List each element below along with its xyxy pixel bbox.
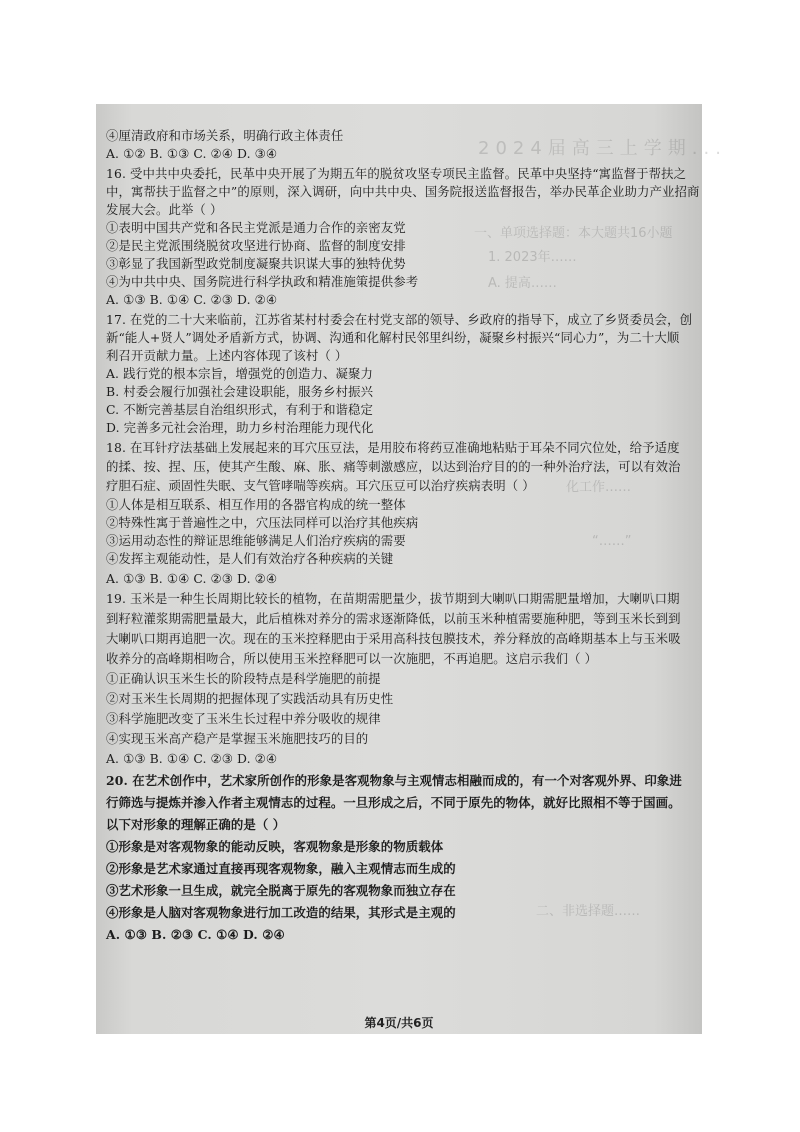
option-line: A. 践行党的根本宗旨，增强党的创造力、凝聚力 — [106, 366, 373, 381]
question-19-stem: 到籽粒灌浆期需肥量最大，此后植株对养分的需求逐渐降低，以前玉米种植需要施种肥，等到玉米长到到 — [106, 611, 681, 626]
option-line: C. 不断完善基层自治组织形式，有利于和谐稳定 — [106, 402, 374, 417]
option-line: ④形象是人脑对客观物象进行加工改造的结果，其形式是主观的 — [106, 905, 456, 920]
bleed-text: 二、非选择题…… — [536, 904, 641, 919]
question-19-stem: 收养分的高峰期相吻合，所以使用玉米控释肥可以一次施肥，不再追肥。这启示我们（ ） — [106, 651, 598, 666]
scanned-page-photo — [96, 104, 727, 1034]
question-18-stem: 的揉、按、捏、压，使其产生酸、麻、胀、痛等刺激感应，以达到治疗目的的一种外治疗法，可以有效治 — [106, 459, 681, 474]
option-line: ④为中共中央、国务院进行科学执政和精准施策提供参考 — [106, 274, 419, 289]
question-16-stem: 发展大会。此举（ ） — [106, 202, 223, 217]
question-20-stem: 以下对形象的理解正确的是（ ） — [106, 817, 286, 832]
question-16-stem: 16. 受中共中央委托，民革中央开展了为期五年的脱贫攻坚专项民主监督。民革中央坚持“寓监督于帮扶之 — [106, 166, 687, 181]
question-19-stem: 19. 玉米是一种生长周期比较长的植物，在苗期需肥量少，拔节期到大喇叭口期需肥量增加，大喇叭口期 — [106, 591, 680, 606]
answer-choices: A. ①③ B. ①④ C. ②③ D. ②④ — [106, 571, 278, 586]
question-17-stem: 利召开贡献力量。上述内容体现了该村（ ） — [106, 348, 348, 363]
option-line: ①形象是对客观物象的能动反映，客观物象是形象的物质载体 — [106, 839, 444, 854]
option-line: ①表明中国共产党和各民主党派是通力合作的亲密友党 — [106, 220, 406, 235]
option-line: ②形象是艺术家通过直接再现客观物象，融入主观情志而生成的 — [106, 861, 456, 876]
option-line: ②是民主党派围绕脱贫攻坚进行协商、监督的制度安排 — [106, 238, 406, 253]
option-line: ③艺术形象一旦生成，就完全脱离于原先的客观物象而独立存在 — [106, 883, 456, 898]
question-18-stem: 疗胆石症、顽固性失眠、支气管哮喘等疾病。耳穴压豆可以治疗疾病表明（ ） — [106, 478, 535, 493]
question-20-stem: 行筛选与提炼并渗入作者主观情志的过程。一旦形成之后，不同于原先的物体，就好比照相不等于国画。 — [106, 795, 681, 810]
option-line: ③彰显了我国新型政党制度凝聚共识谋大事的独特优势 — [106, 256, 406, 271]
option-line: ④实现玉米高产稳产是掌握玉米施肥技巧的目的 — [106, 731, 369, 746]
bleed-text: 1. 2023年…… — [488, 250, 577, 265]
option-line: ④发挥主观能动性，是人们有效治疗各种疾病的关键 — [106, 551, 394, 566]
bleed-text: “……” — [592, 534, 632, 549]
question-20-stem: 20. 在艺术创作中，艺术家所创作的形象是客观物象与主观情志相融而成的，有一个对客观外界、印象进 — [106, 773, 682, 788]
option-line: ②对玉米生长周期的把握体现了实践活动具有历史性 — [106, 691, 394, 706]
page-number-footer: 第4页/共6页 — [364, 1016, 434, 1030]
option-line: B. 村委会履行加强社会建设职能，服务乡村振兴 — [106, 384, 374, 399]
option-line: ②特殊性寓于普遍性之中，穴压法同样可以治疗其他疾病 — [106, 515, 419, 530]
answer-choices: A. ①② B. ①③ C. ②④ D. ③④ — [106, 146, 278, 161]
option-line: ③运用动态性的辩证思维能够满足人们治疗疾病的需要 — [106, 533, 406, 548]
option-line: ④厘清政府和市场关系，明确行政主体责任 — [106, 128, 344, 143]
option-line: ①正确认识玉米生长的阶段特点是科学施肥的前提 — [106, 671, 381, 686]
question-17-stem: 17. 在党的二十大来临前，江苏省某村村委会在村党支部的领导、乡政府的指导下，成立了乡贤委员会，创 — [106, 312, 693, 327]
page-content — [96, 104, 702, 1034]
question-19-stem: 大喇叭口期再追肥一次。现在的玉米控释肥由于采用高科技包膜技术，养分释放的高峰期基本上与玉米吸 — [106, 631, 681, 646]
option-line: D. 完善多元社会治理，助力乡村治理能力现代化 — [106, 420, 374, 435]
bleed-text: 化工作…… — [566, 480, 632, 495]
option-line: ①人体是相互联系、相互作用的各器官构成的统一整体 — [106, 497, 406, 512]
bleed-text: 一、单项选择题：本大题共16小题 — [474, 226, 673, 241]
option-line: ③科学施肥改变了玉米生长过程中养分吸收的规律 — [106, 711, 381, 726]
background-header-bleed: 2024届高三上学期... — [478, 138, 727, 159]
answer-choices: A. ①③ B. ①④ C. ②③ D. ②④ — [106, 751, 278, 766]
answer-choices: A. ①③ B. ②③ C. ①④ D. ②④ — [106, 927, 285, 942]
question-17-stem: 新“能人+贤人”调处矛盾新方式，协调、沟通和化解村民邻里纠纷，凝聚乡村振兴“同心力”，为二十大顺 — [106, 330, 680, 345]
answer-choices: A. ①③ B. ①④ C. ②③ D. ②④ — [106, 292, 278, 307]
bleed-text: A. 提高…… — [488, 276, 557, 291]
question-18-stem: 18. 在耳针疗法基础上发展起来的耳穴压豆法，是用胶布将药豆准确地粘贴于耳朵不同穴位处，给予适度 — [106, 440, 680, 455]
question-16-stem: 中，寓帮扶于监督之中”的原则，深入调研，向中共中央、国务院报送监督报告，举办民革企业助力产业招商 — [106, 184, 700, 199]
